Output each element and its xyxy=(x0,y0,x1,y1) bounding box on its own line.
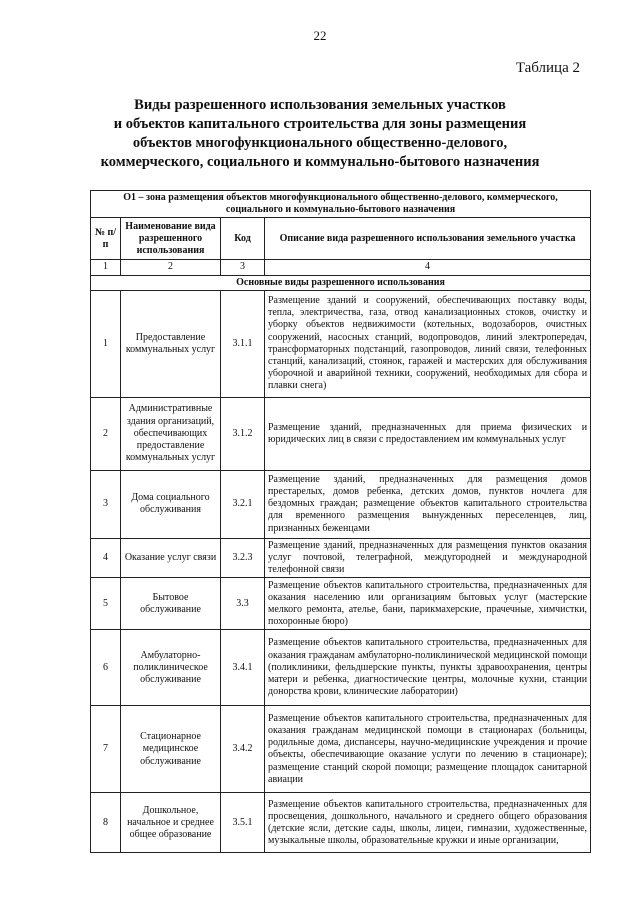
section-row xyxy=(91,275,591,290)
row-code: 3.2.3 xyxy=(221,538,265,578)
row-desc: Размещение объектов капитального строительства, предназначенных для оказания населению или организациям бытовых услуг (мастерские мелкого ремонта, ателье, бани, парикмахерские, прачечные, химчистки, похоронные бюро) xyxy=(265,578,591,630)
row-code: 3.2.1 xyxy=(221,470,265,538)
row-num: 5 xyxy=(91,578,121,630)
row-name: Административные здания организаций, обеспечивающих предоставление коммунальных услуг xyxy=(121,397,221,470)
row-code: 3.3 xyxy=(221,578,265,630)
row-code: 3.1.2 xyxy=(221,397,265,470)
row-num: 4 xyxy=(91,538,121,578)
row-num: 8 xyxy=(91,793,121,853)
title-line: и объектов капитального строительства для зоны размещения xyxy=(113,116,527,132)
row-name: Дома социального обслуживания xyxy=(121,470,221,538)
table-label: Таблица 2 xyxy=(515,60,580,76)
row-desc: Размещение зданий, предназначенных для размещения пунктов оказания услуг почтовой, телеграфной, междугородней и международной телефонной связи xyxy=(265,538,591,578)
table-row xyxy=(91,538,591,578)
row-desc: Размещение объектов капитального строительства, предназначенных для оказания гражданам амбулаторно-поликлинической медицинской помощи (поликлиники, фельдшерские пункты, пункты здравоохранения, центры матери и ребенка, диагностические центры, молочные кухни, станции донорства крови, клинические лаборатории) xyxy=(265,630,591,706)
column-index: 3 xyxy=(221,260,265,275)
row-desc: Размещение объектов капитального строительства, предназначенных для оказания гражданам медицинской помощи в стационарах (больницы, родильные дома, диспансеры, научно-медицинские учреждения и прочие объекты, обеспечивающие оказание услуги по лечению в стационаре); размещение станций скорой помощи; размещение площадок санитарной авиации xyxy=(265,706,591,793)
header-desc: Описание вида разрешенного использования земельного участка xyxy=(265,218,591,260)
header-num: № п/п xyxy=(91,218,121,260)
row-name: Дошкольное, начальное и среднее общее образование xyxy=(121,793,221,853)
header-name: Наименование вида разрешенного использования xyxy=(121,218,221,260)
row-num: 7 xyxy=(91,706,121,793)
row-num: 3 xyxy=(91,470,121,538)
land-use-table xyxy=(90,190,591,853)
row-code: 3.4.2 xyxy=(221,706,265,793)
table-row xyxy=(91,290,591,397)
section-title: Основные виды разрешенного использования xyxy=(91,275,591,290)
page-number: 22 xyxy=(313,28,327,43)
document-title xyxy=(60,96,580,172)
row-num: 2 xyxy=(91,397,121,470)
row-name: Оказание услуг связи xyxy=(121,538,221,578)
table-row xyxy=(91,578,591,630)
row-desc: Размещение зданий, предназначенных для приема физических и юридических лиц в связи с предоставлением им коммунальных услуг xyxy=(265,397,591,470)
header-code: Код xyxy=(221,218,265,260)
row-code: 3.5.1 xyxy=(221,793,265,853)
row-code: 3.4.1 xyxy=(221,630,265,706)
zone-header-row xyxy=(91,191,591,218)
row-code: 3.1.1 xyxy=(221,290,265,397)
row-num: 1 xyxy=(91,290,121,397)
column-header-row xyxy=(91,218,591,260)
zone-title: О1 – зона размещения объектов многофункционального общественно-делового, коммерческого, социального и коммунально-бытового назначения xyxy=(91,191,591,218)
row-name: Бытовое обслуживание xyxy=(121,578,221,630)
table-row xyxy=(91,630,591,706)
column-index: 4 xyxy=(265,260,591,275)
column-index: 1 xyxy=(91,260,121,275)
row-name: Предоставление коммунальных услуг xyxy=(121,290,221,397)
table-row xyxy=(91,706,591,793)
row-num: 6 xyxy=(91,630,121,706)
row-desc: Размещение зданий, предназначенных для размещения домов престарелых, домов ребенка, детских домов, пунктов ночлега для бездомных граждан; размещение объектов капитального строительства для временного размещения вынужденных переселенцев, лиц, признанных беженцами xyxy=(265,470,591,538)
title-line: Виды разрешенного использования земельных участков xyxy=(134,97,506,113)
title-line: коммерческого, социального и коммунально-бытового назначения xyxy=(100,154,540,170)
column-index: 2 xyxy=(121,260,221,275)
title-line: объектов многофункционального общественно-делового, xyxy=(132,135,508,151)
row-name: Стационарное медицинское обслуживание xyxy=(121,706,221,793)
row-desc: Размещение объектов капитального строительства, предназначенных для просвещения, дошкольного, начального и среднего общего образования (детские ясли, детские сады, школы, лицеи, гимназии, художественные, музыкальные школы, образовательные кружки и иные организации, xyxy=(265,793,591,853)
column-index-row xyxy=(91,260,591,275)
table-row xyxy=(91,397,591,470)
table-row xyxy=(91,793,591,853)
row-desc: Размещение зданий и сооружений, обеспечивающих поставку воды, тепла, электричества, газа, отвод канализационных стоков, очистку и уборку объектов недвижимости (котельных, водозаборов, очистных сооружений, насосных станций, водопроводов, линий электропередач, трансформаторных подстанций, газопроводов, линий связи, телефонных станций, канализаций, стоянок, гаражей и мастерских для обслуживания уборочной и аварийной техники, сооружений, необходимых для сбора и плавки снега) xyxy=(265,290,591,397)
row-name: Амбулаторно-поликлиническое обслуживание xyxy=(121,630,221,706)
table-row xyxy=(91,470,591,538)
